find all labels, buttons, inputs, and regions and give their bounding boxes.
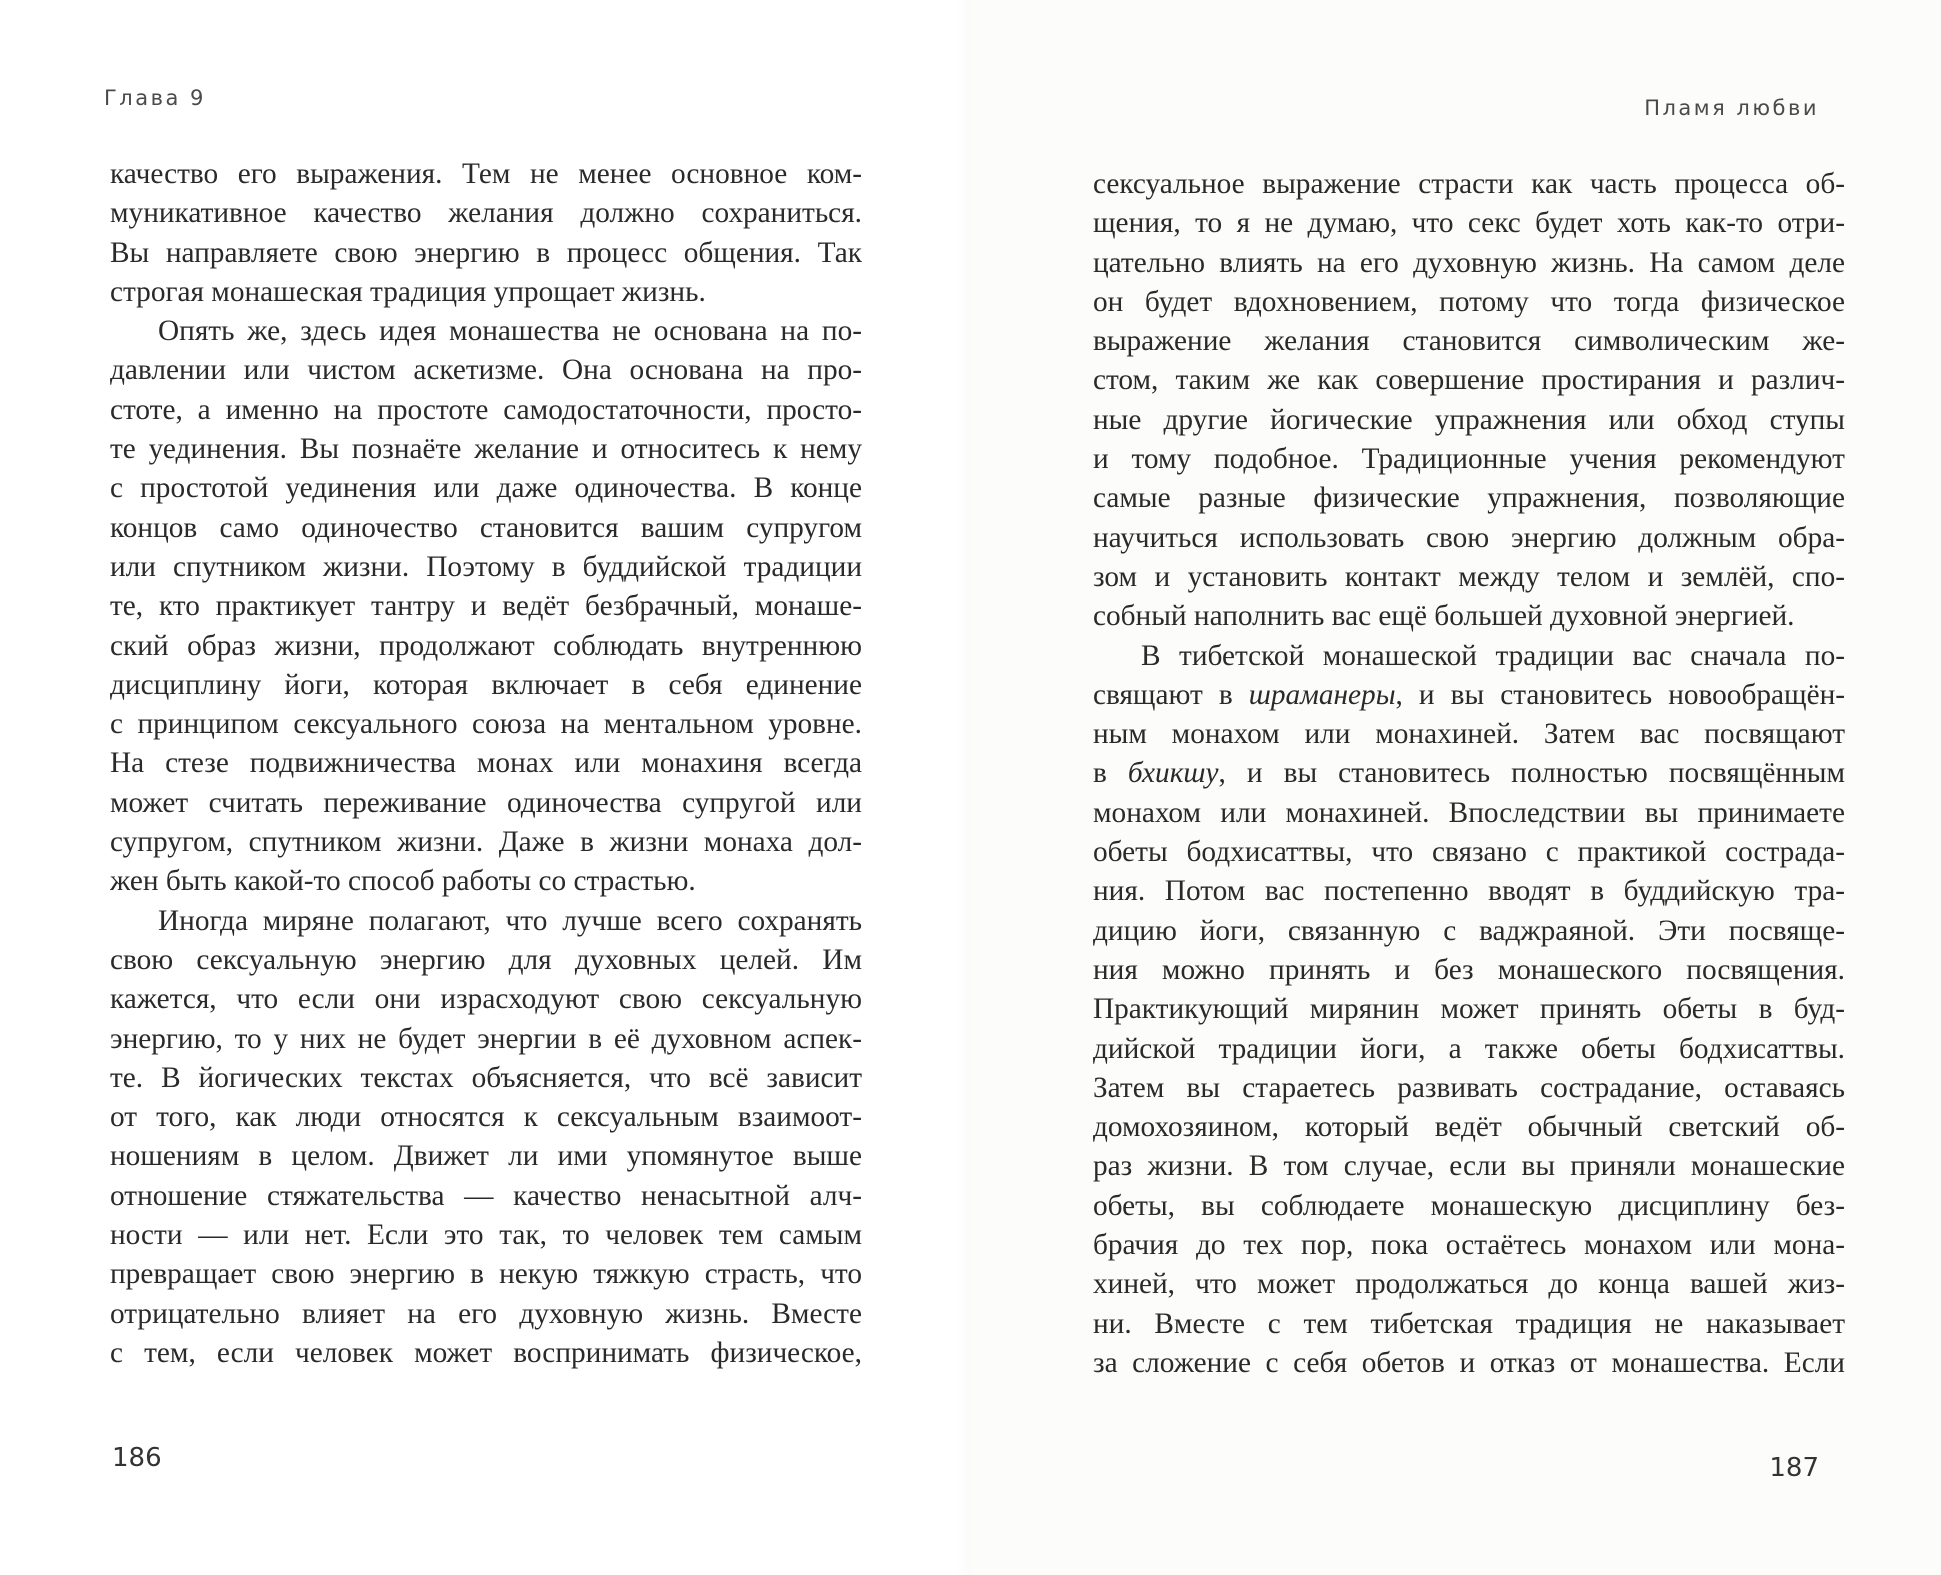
text-line: ский образ жизни, продолжают соблюдать внутреннюю [110,629,862,662]
text-line: те, кто практикует тантру и ведёт безбрачный, монаше- [110,590,862,623]
text-line: качество его выражения. Тем не менее основное ком- [110,158,862,190]
text-line: ния можно принять и без монашеского посвящения. [1093,953,1845,986]
text-line: выражение желания становится символическим же- [1093,325,1845,358]
left-page [0,0,970,1575]
text-line: научиться использовать свою энергию должным обра- [1093,521,1845,554]
text-line: или спутником жизни. Поэтому в буддийской традиции [110,550,862,583]
text-line: стоте, а именно на простоте самодостаточности, просто- [110,393,862,426]
text-line: Опять же, здесь идея монашества не основана на по- [158,315,862,348]
text-line: превращает свою энергию в некую тяжкую страсть, что [110,1258,862,1291]
text-line: и тому подобное. Традиционные учения рекомендуют [1093,443,1845,476]
text-line: те уединения. Вы познаёте желание и относитесь к нему [110,433,862,466]
italic-term: шраманеры [1248,678,1396,711]
running-head-title: Пламя любви [1644,96,1819,120]
text-line: В тибетской монашеской традиции вас сначала по- [1141,639,1845,672]
text-line-segment: , и вы становитесь полностью посвящённым [1218,757,1845,790]
text-line: раз жизни. В том случае, если вы приняли монашеские [1093,1150,1845,1183]
text-line: стом, таким же как совершение простирания и различ- [1093,364,1845,397]
text-line: самые разные физические упражнения, позволяющие [1093,482,1845,515]
text-line: он будет вдохновением, потому что тогда физическое [1093,285,1845,318]
text-line: дийской традиции йоги, а также обеты бодхисаттвы. [1093,1032,1845,1065]
text-line: свою сексуальную энергию для духовных целей. Им [110,943,862,976]
text-line: с тем, если человек может воспринимать физическое, [110,1336,862,1369]
text-line: монахом или монахиней. Впоследствии вы принимаете [1093,796,1845,829]
text-line: собный наполнить вас ещё большей духовной энергией. [1093,600,1795,633]
text-line: Вы направляете свою энергию в процесс общения. Так [110,236,862,269]
italic-term: бхикшу [1127,757,1219,790]
text-line: жен быть какой-то способ работы со страстью. [110,865,696,898]
text-line: давлении или чистом аскетизме. Она основана на про- [110,354,862,387]
text-line: ности — или нет. Если это так, то человек тем самым [110,1219,862,1252]
text-line: ношениям в целом. Движет ли ими упомянутое выше [110,1140,862,1173]
text-line: дисциплину йоги, которая включает в себя единение [110,668,862,701]
text-line: щения, то я не думаю, что секс будет хоть как-то отри- [1093,207,1845,240]
text-line: отрицательно влияет на его духовную жизнь. Вместе [110,1297,862,1330]
text-line: кажется, что если они израсходуют свою сексуальную [110,983,862,1016]
text-line-segment: в [1093,757,1128,790]
text-line: сексуальное выражение страсти как часть процесса об- [1093,168,1845,200]
text-line: может считать переживание одиночества супругой или [110,786,862,819]
text-line: зом и установить контакт между телом и землёй, спо- [1093,560,1845,593]
right-body-text [1093,165,1845,1383]
page-number-left: 186 [112,1443,162,1473]
text-line: концов само одиночество становится вашим супругом [110,511,862,544]
right-page [970,0,1941,1575]
text-line: с принципом сексуального союза на ментальном уровне. [110,708,862,741]
left-body-text [110,155,862,1373]
text-line-segment: , и вы становитесь новообращён- [1395,678,1845,711]
text-line: отношение стяжательства — качество ненасытной алч- [110,1179,862,1212]
text-line: ным монахом или монахиней. Затем вас посвящают [1093,718,1845,751]
text-line: цательно влиять на его духовную жизнь. На самом деле [1093,246,1845,279]
text-line: обеты бодхисаттвы, что связано с практикой сострада- [1093,836,1845,869]
text-line: за сложение с себя обетов и отказ от монашества. Если [1093,1346,1845,1379]
text-line: ния. Потом вас постепенно вводят в буддийскую тра- [1093,875,1845,908]
text-line: ни. Вместе с тем тибетская традиция не наказывает [1093,1307,1845,1340]
text-line: муникативное качество желания должно сохраниться. [110,197,862,230]
text-line [1093,754,1845,793]
text-line: брачия до тех пор, пока остаётесь монахом или мона- [1093,1229,1845,1262]
text-line: дицию йоги, связанную с ваджраяной. Эти посвяще- [1093,914,1845,947]
text-line: строгая монашеская традиция упрощает жизнь. [110,275,706,308]
text-line: Затем вы стараетесь развивать сострадание, оставаясь [1093,1071,1845,1104]
text-line: от того, как люди относятся к сексуальным взаимоот- [110,1101,862,1134]
text-line: обеты, вы соблюдаете монашескую дисциплину без- [1093,1189,1845,1222]
page-number-right: 187 [1769,1453,1819,1483]
text-line-segment: свящают в [1093,678,1249,711]
text-line: Практикующий мирянин может принять обеты в буд- [1093,993,1845,1026]
running-head-chapter: Глава 9 [104,86,206,110]
text-line: Иногда миряне полагают, что лучше всего сохранять [158,904,862,937]
text-line: энергию, то у них не будет энергии в её духовном аспек- [110,1022,862,1055]
text-line: На стезе подвижничества монах или монахиня всегда [110,747,862,780]
text-line: хиней, что может продолжаться до конца вашей жиз- [1093,1268,1845,1301]
text-line: с простотой уединения или даже одиночества. В конце [110,472,862,505]
text-line: домохозяином, который ведёт обычный светский об- [1093,1111,1845,1144]
text-line: те. В йогических текстах объясняется, что всё зависит [110,1061,862,1094]
text-line: ные другие йогические упражнения или обход ступы [1093,403,1845,436]
text-line [1093,676,1845,715]
text-line: супругом, спутником жизни. Даже в жизни монаха дол- [110,826,862,859]
